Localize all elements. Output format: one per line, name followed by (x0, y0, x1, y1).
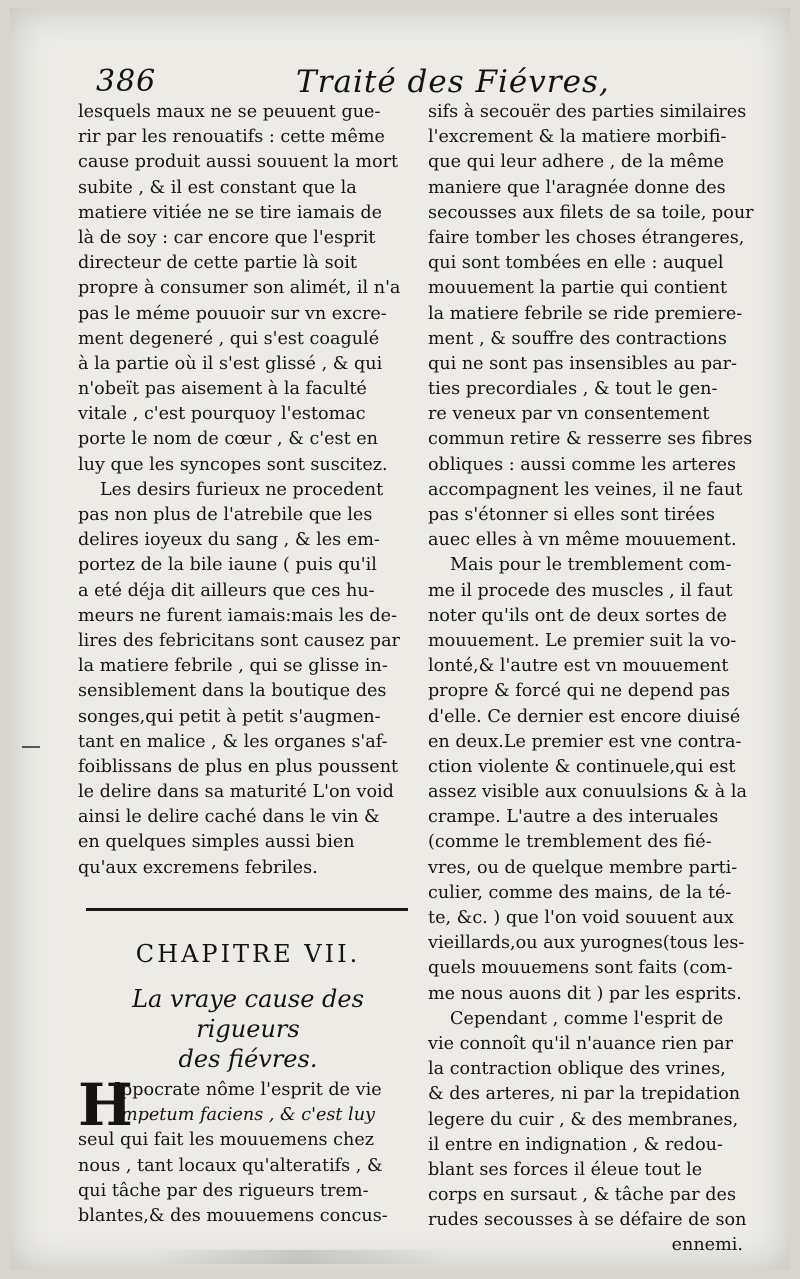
text-line: en quelques simples aussi bien (78, 832, 355, 853)
text-line: maniere que l'aragnée donne des (428, 177, 726, 198)
text-line: commun retire & resserre ses fibres (428, 429, 753, 450)
text-line: la matiere febrile se ride premiere- (428, 303, 743, 324)
left-column (78, 100, 418, 881)
text-line: vitale , c'est pourquoy l'estomac (78, 404, 366, 425)
text-line: l'excrement & la matiere morbifi- (428, 127, 727, 148)
text-line: Les desirs furieux ne procedent (100, 479, 384, 500)
text-line: rudes secousses à se défaire de son (428, 1210, 747, 1231)
text-line: la matiere febrile , qui se glisse in- (78, 656, 388, 677)
text-line: le delire dans sa maturité L'on void (78, 782, 394, 803)
chapter-title (78, 984, 418, 1074)
text-line: Ippocrate nôme l'esprit de vie (114, 1080, 382, 1100)
text-line: ction violente & continuele,qui est (428, 756, 736, 777)
text-line: ainsi le delire caché dans le vin & (78, 807, 380, 828)
chapter-body (78, 1071, 418, 1229)
text-line: vres, ou de quelque membre parti- (428, 857, 738, 878)
text-line: directeur de cette partie là soit (78, 253, 357, 274)
margin-mark (22, 746, 40, 748)
text-line: pas le méme pouuoir sur vn excre- (78, 303, 387, 324)
text-line: blantes,& des mouuemens concus- (78, 1205, 388, 1226)
text-line: lonté,& l'autre est vn mouuement (428, 656, 729, 677)
chapter-divider (86, 908, 408, 911)
text-line: n'obeït pas aisement à la faculté (78, 379, 367, 400)
text-line: lesquels maux ne se peuuent gue- (78, 102, 381, 122)
text-line: luy que les syncopes sont suscitez. (78, 454, 388, 475)
text-line: assez visible aux conuulsions & à la (428, 782, 747, 803)
text-line: qui sont tombées en elle : auquel (428, 253, 724, 274)
text-line: il entre en indignation , & redou- (428, 1134, 723, 1155)
text-line: sensiblement dans la boutique des (78, 681, 387, 702)
text-line: rir par les renouatifs : cette même (78, 127, 385, 148)
drop-cap: H (78, 1071, 133, 1139)
chapter-title-line: La vraye cause des rigueurs (132, 985, 364, 1043)
text-line: là de soy : car encore que l'esprit (78, 227, 376, 248)
text-line: que qui leur adhere , de la même (428, 152, 725, 173)
text-line: pas non plus de l'atrebile que les (78, 505, 373, 525)
text-line: blant ses forces il éleue tout le (428, 1159, 703, 1180)
page-number: 386 (96, 64, 157, 99)
text-line: subite , & il est constant que la (78, 177, 357, 198)
text-line: quels mouuemens sont faits (com- (428, 958, 733, 979)
text-line: accompagnent les veines, il ne faut (428, 479, 743, 500)
text-line: seul qui fait les mouuemens chez (78, 1130, 375, 1151)
text-line: re veneux par vn consentement (428, 404, 710, 425)
chapter-heading: CHAPITRE VII. (135, 940, 361, 968)
text-line: qu'aux excremens febriles. (78, 857, 318, 878)
text-line: ment degeneré , qui s'est coagulé (78, 328, 380, 349)
text-line: songes,qui petit à petit s'augmen- (78, 706, 381, 727)
text-line: qui tâche par des rigueurs trem- (78, 1180, 369, 1201)
text-line: la contraction oblique des vrines, (428, 1059, 726, 1080)
text-line: corps en sursaut , & tâche par des (428, 1185, 737, 1206)
text-line: Cependant , comme l'esprit de (450, 1008, 724, 1029)
text-line: vieillards,ou aux yurognes(tous les- (428, 933, 745, 954)
bleed-through (150, 1250, 450, 1264)
text-line: mouuement. Le premier suit la vo- (428, 630, 737, 651)
text-line: vie connoît qu'il n'auance rien par (428, 1033, 734, 1054)
text-line: cause produit aussi souuent la mort (78, 152, 399, 173)
text-line: propre à consumer son alimét, il n'a (78, 278, 401, 299)
text-line: foiblissans de plus en plus poussent (78, 756, 399, 777)
text-line: matiere vitiée ne se tire iamais de (78, 202, 383, 223)
text-line: legere du cuir , & des membranes, (428, 1109, 739, 1130)
text-line: crampe. L'autre a des interuales (428, 807, 719, 828)
text-line: & des arteres, ni par la trepidation (428, 1084, 741, 1105)
text-line: ties precordiales , & tout le gen- (428, 379, 718, 400)
text-line: delires ioyeux du sang , & les em- (78, 530, 380, 551)
text-line: tant en malice , & les organes s'af- (78, 731, 388, 752)
text-line: d'elle. Ce dernier est encore diuisé (428, 706, 741, 727)
text-line: sifs à secouër des parties similaires (428, 102, 747, 122)
text-line: propre & forcé qui ne depend pas (428, 681, 731, 702)
text-line: meurs ne furent iamais:mais les de- (78, 605, 398, 626)
text-line: a eté déja dit ailleurs que ces hu- (78, 580, 375, 601)
text-line: faire tomber les choses étrangeres, (428, 227, 745, 248)
chapter-title-line: des fiévres. (178, 1045, 318, 1073)
text-line: Impetum faciens , & c'est luy (114, 1105, 375, 1126)
text-line: en deux.Le premier est vne contra- (428, 731, 742, 752)
text-line: porte le nom de cœur , & c'est en (78, 429, 378, 450)
text-line: obliques : aussi comme les arteres (428, 454, 737, 475)
text-line: auec elles à vn même mouuement. (428, 530, 737, 551)
right-column (428, 100, 773, 1259)
text-line: ennemi. (671, 1235, 743, 1256)
text-line: me il procede des muscles , il faut (428, 580, 733, 601)
text-line: te, &c. ) que l'on void souuent aux (428, 908, 734, 928)
text-line: portez de la bile iaune ( puis qu'il (78, 555, 377, 576)
text-line: secousses aux filets de sa toile, pour (428, 202, 754, 223)
text-line: qui ne sont pas insensibles au par- (428, 353, 737, 374)
text-line: à la partie où il s'est glissé , & qui (78, 353, 383, 374)
text-line: ment , & souffre des contractions (428, 328, 727, 349)
text-line: mouuement la partie qui contient (428, 278, 728, 299)
text-line: (comme le tremblement des fié- (428, 832, 712, 853)
running-title: Traité des Fiévres, (296, 64, 610, 100)
text-line: Mais pour le tremblement com- (450, 555, 732, 576)
text-line: me nous auons dit ) par les esprits. (428, 983, 742, 1004)
text-line: noter qu'ils ont de deux sortes de (428, 605, 727, 626)
text-line: culier, comme des mains, de la té- (428, 882, 732, 903)
text-line: lires des febricitans sont causez par (78, 630, 400, 651)
text-line: pas s'étonner si elles sont tirées (428, 505, 715, 525)
text-line: nous , tant locaux qu'alteratifs , & (78, 1155, 383, 1176)
